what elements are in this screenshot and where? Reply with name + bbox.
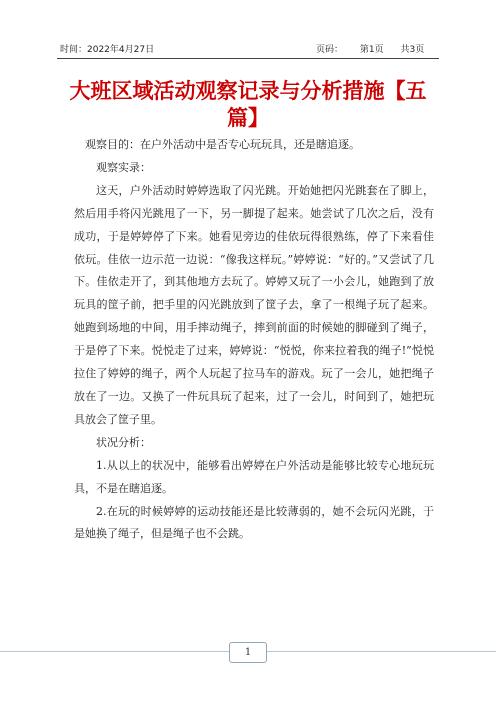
header-page-total: 共3页 bbox=[400, 45, 425, 55]
header-time: 时间：2022年4月27日 bbox=[60, 45, 155, 55]
analysis-heading: 状况分析： bbox=[96, 435, 151, 449]
page-number-badge: 1 bbox=[229, 642, 267, 663]
page-header bbox=[0, 40, 496, 56]
analysis-point-2: 2.在玩的时候婷婷的运动技能还是比较薄弱的，她不会玩闪光跳，于是她换了绳子，但是绳子也不会跳。 bbox=[74, 504, 434, 541]
record-heading: 观察实录： bbox=[96, 160, 151, 174]
header-page-info bbox=[316, 42, 438, 55]
document-title: 大班区域活动观察记录与分析措施【五篇】 bbox=[69, 79, 427, 130]
record-paragraph: 这天，户外活动时婷婷选取了闪光跳。开始她把闪光跳套在了脚上，然后用手将闪光跳甩了一下，另一脚提了起来。她尝试了几次之后，没有成功，于是婷婷停了下来。她看见旁边的佳依玩得很熟练，停了下来看佳依玩。佳依一边示范一边说：“像我这样玩。”婷婷说：“好的。”又尝试了几下。佳依走开了，到其他地方去玩了。婷婷又玩了一小会儿，她跑到了放玩具的筐子前，把手里的闪光跳放到了筐子去，拿了一根绳子玩了起来。她跑到场地的中间，用手摔动绳子，摔到前面的时候她的脚碰到了绳子，于是停了下来。悦悦走了过来，婷婷说：“悦悦，你来拉着我的绳子!”悦悦拉住了婷婷的绳子，两个人玩起了拉马车的游戏。玩了一会儿，她把绳子放在了一边。又换了一件玩具玩了起来，过了一会儿，时间到了，她把玩具放会了筐子里。 bbox=[74, 183, 434, 426]
document-body bbox=[74, 134, 434, 546]
header-page-label: 页码： bbox=[316, 45, 344, 55]
header-page-current: 第1页 bbox=[359, 45, 384, 55]
objective-paragraph: 观察目的：在户外活动中是否专心玩玩具，还是瞎追逐。 bbox=[85, 138, 360, 151]
analysis-point-1: 1.从以上的状况中，能够看出婷婷在户外活动是能够比较专心地玩玩具，不是在瞎追逐。 bbox=[74, 458, 434, 495]
header-divider bbox=[57, 58, 439, 59]
